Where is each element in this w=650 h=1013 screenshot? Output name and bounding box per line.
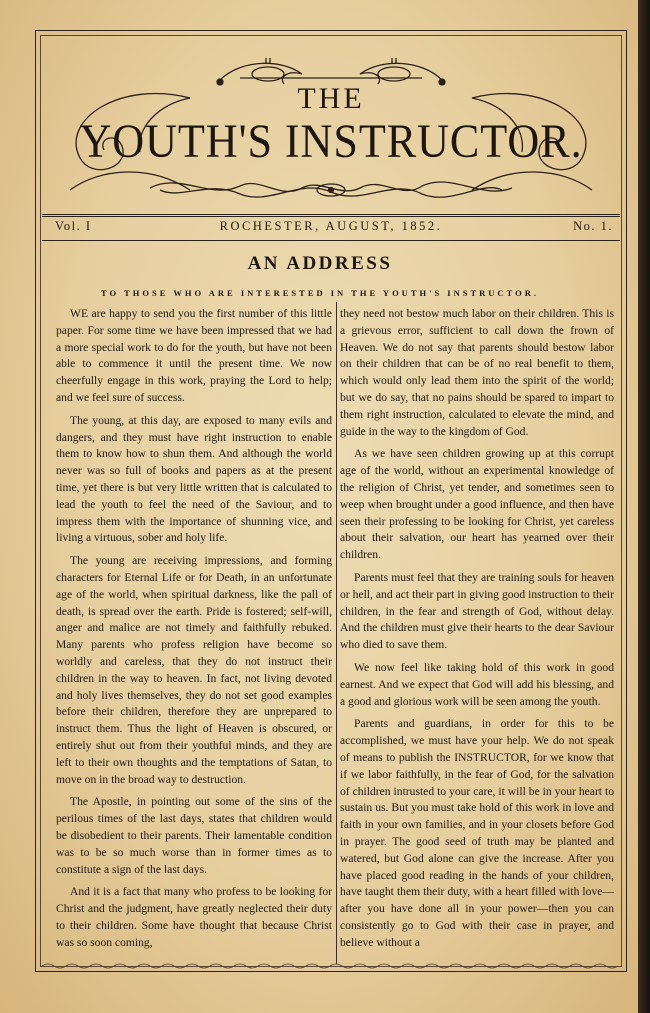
paragraph: And it is a fact that many who profess to be looking for Christ and the judgment, have greatly neglected their duty to their children. Some have thought that because Christ was so soon coming, bbox=[56, 885, 332, 949]
paragraph: Parents and guardians, in order for this to be accomplished, we must have your help. We do not speak of means to publish the INSTRUCTOR, for we know that if we labor faithfully, in the fear of God, for the salvation of children intrusted to your care, it will be in your heart to sustain us. But you must take hold of this work in love and faith in your own families, and in your closets before God in prayer. The good seed of truth may be planted and watered, but God alone can give the increase. After you have placed good reading in the hands of your children, have taught them their duty, with a heart filled with love—after you have done all in your power—then you can consistently go to God with their case in prayer, and believe without a bbox=[340, 717, 614, 949]
paragraph: Parents must feel that they are training souls for heaven or hell, and act their part in giving good instruction to their children, in the fear and strength of God, without delay. And the children must give their hearts to the dear Saviour who died to save them. bbox=[340, 570, 614, 652]
masthead-title: YOUTH'S INSTRUCTOR. bbox=[79, 115, 583, 168]
subheadline: TO THOSE WHO ARE INTERESTED IN THE YOUTH'S INSTRUCTOR. bbox=[101, 288, 539, 298]
volume-label: Vol. I bbox=[55, 219, 92, 233]
top-rule-thin bbox=[42, 216, 620, 217]
dateline-bar bbox=[45, 219, 617, 239]
headline: AN ADDRESS bbox=[247, 253, 393, 274]
paragraph: We now feel like taking hold of this work in good earnest. And we expect that God will add his blessing, and a good and glorious work will be seen among the youth. bbox=[340, 660, 614, 708]
paragraph: WE are happy to send you the first number of this little paper. For some time we have been impressed that we had a more special work to do for the youth, but have not been able to commence it until the present time. We now cheerfully engage in this work, praying the Lord to help; and we feel sure of success. bbox=[56, 307, 332, 404]
right-column bbox=[340, 306, 614, 957]
binding-edge bbox=[638, 0, 650, 1013]
paragraph: As we have seen children growing up at this corrupt age of the world, without an experimental knowledge of the religion of Christ, yet tender, and sometimes seen to weep when brought under a good influence, and then have seen their professing to be looking for Christ, yet careless about their salvation, our heart has yearned over their children. bbox=[340, 447, 614, 562]
bottom-border-ornament bbox=[42, 962, 620, 970]
paragraph: The Apostle, in pointing out some of the sins of the perilous times of the last days, states that children would be disobedient to their parents. Their lamentable condition was to be so much worse than in former times as to constitute a sign of the last days. bbox=[56, 795, 332, 876]
column-divider bbox=[336, 302, 337, 964]
paragraph: The young are receiving impressions, and forming characters for Eternal Life or for Death, in an unfortunate age of the world, when spiritual darkness, like the pall of death, is spread over the earth. Pride is fostered; self-will, anger and malice are not timely and faithfully rebuked. Many parents who profess religion have become so worldly and careless, that they do not instruct their children in the way to heaven. In fact, not living devoted and holy lives themselves, they do not set good examples before their children, therefore they are unprepared to instruct them. Thus the light of Heaven is obscured, or entirely shut out from their youthful minds, and they are left to their own thoughts and the temptations of Satan, to move on in the broad way to destruction. bbox=[56, 554, 332, 786]
masthead-the: THE bbox=[297, 82, 365, 115]
top-rule bbox=[42, 214, 620, 215]
dateline: ROCHESTER, AUGUST, 1852. bbox=[219, 219, 443, 233]
bottom-rule bbox=[42, 240, 620, 241]
issue-number: No. 1. bbox=[573, 219, 613, 233]
left-column bbox=[56, 306, 332, 957]
masthead bbox=[40, 40, 622, 210]
paragraph: they need not bestow much labor on their children. This is a grievous error, sufficient to call down the frown of Heaven. We do not say that parents should bestow labor on their children that can be of no real benefit to them, which would only lead them into the spirit of the world; but we do say, that no pains should be spared to impart to them right instruction, calculated to elevate the mind, and guide in the way to the kingdom of God. bbox=[340, 307, 614, 438]
paragraph: The young, at this day, are exposed to many evils and dangers, and they must have right instruction to enable them to know how to shun them. And although the world never was so full of books and papers as at the present time, yet there is but very little written that is calculated to lead the youth to feel the need of the Saviour, and to impress them with the importance of shunning vice, and living a virtuous, sober and holy life. bbox=[56, 413, 332, 545]
